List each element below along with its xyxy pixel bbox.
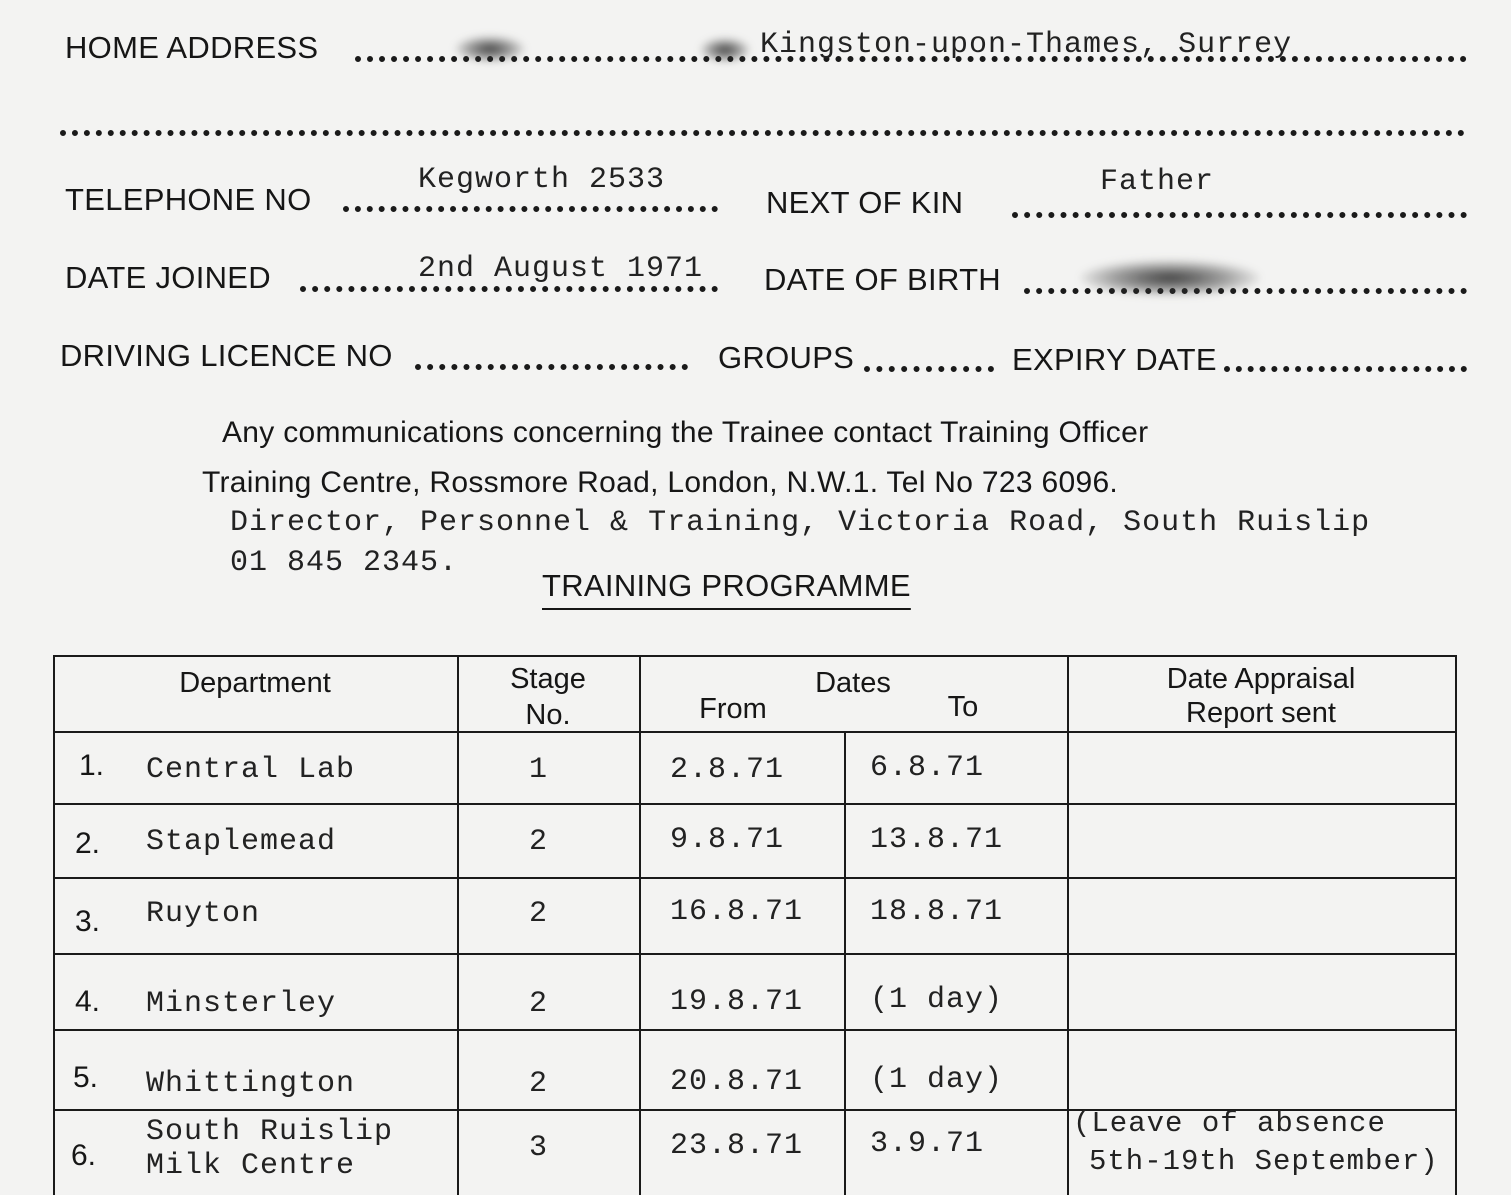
row-date-from: 9.8.71 bbox=[670, 823, 785, 857]
table-row-divider bbox=[53, 1029, 1457, 1031]
groups-label: GROUPS bbox=[718, 340, 855, 375]
row-date-to: 3.9.71 bbox=[870, 1127, 985, 1161]
row-stage: 3 bbox=[529, 1131, 549, 1165]
notice-line-2: Training Centre, Rossmore Road, London, N.W.1. Tel No 723 6096. bbox=[202, 466, 1119, 499]
row-date-from: 2.8.71 bbox=[670, 753, 785, 787]
row-date-from: 19.8.71 bbox=[670, 985, 804, 1019]
next-of-kin-label: NEXT OF KIN bbox=[766, 185, 964, 220]
driving-licence-dotted-line bbox=[415, 364, 688, 370]
header-dates: Dates bbox=[815, 667, 891, 699]
row-stage: 2 bbox=[529, 897, 549, 931]
date-joined-dotted-line bbox=[300, 286, 718, 292]
row-note-line-2: 5th-19th September) bbox=[1089, 1145, 1439, 1178]
telephone-dotted-line bbox=[343, 206, 718, 212]
row-date-to: 6.8.71 bbox=[870, 751, 985, 785]
row-date-from: 16.8.71 bbox=[670, 895, 804, 929]
row-number: 2. bbox=[75, 827, 101, 860]
table-column-divider bbox=[844, 731, 846, 1195]
table-border-top bbox=[53, 655, 1457, 657]
header-from: From bbox=[699, 693, 767, 725]
row-date-from: 23.8.71 bbox=[670, 1129, 804, 1163]
row-date-from: 20.8.71 bbox=[670, 1065, 804, 1099]
next-of-kin-dotted-line bbox=[1012, 212, 1467, 218]
redaction-smudge bbox=[700, 38, 750, 62]
table-column-divider bbox=[639, 655, 641, 1195]
next-of-kin-value: Father bbox=[1100, 165, 1215, 199]
table-row-divider bbox=[53, 953, 1457, 955]
row-number: 1. bbox=[79, 749, 105, 782]
row-department: Ruyton bbox=[146, 897, 261, 931]
row-number: 6. bbox=[71, 1139, 97, 1172]
telephone-value: Kegworth 2533 bbox=[418, 163, 666, 197]
row-stage: 2 bbox=[529, 1067, 549, 1101]
expiry-date-dotted-line bbox=[1224, 366, 1467, 372]
date-joined-value: 2nd August 1971 bbox=[418, 252, 704, 286]
row-stage: 2 bbox=[529, 987, 549, 1021]
row-stage: 2 bbox=[529, 825, 549, 859]
row-date-to: 18.8.71 bbox=[870, 895, 1004, 929]
header-appraisal: Date Appraisal bbox=[1166, 663, 1356, 695]
row-number: 3. bbox=[75, 905, 101, 938]
notice-line-4: 01 845 2345. bbox=[230, 546, 459, 580]
address-continuation-dotted-line bbox=[60, 130, 1465, 136]
home-address-value: Kingston-upon-Thames, Surrey bbox=[760, 28, 1293, 62]
header-stage-no: No. bbox=[525, 699, 571, 731]
row-date-to: (1 day) bbox=[870, 983, 1004, 1017]
table-column-divider bbox=[1067, 655, 1069, 1195]
telephone-label: TELEPHONE NO bbox=[65, 182, 312, 217]
redaction-smudge bbox=[1080, 260, 1260, 296]
notice-line-1: Any communications concerning the Trainee contact Training Officer bbox=[222, 416, 1149, 449]
row-date-to: 13.8.71 bbox=[870, 823, 1004, 857]
table-row-divider bbox=[53, 803, 1457, 805]
training-programme-title: TRAINING PROGRAMME bbox=[542, 568, 911, 603]
table-row-divider bbox=[53, 877, 1457, 879]
row-department: Staplemead bbox=[146, 825, 337, 859]
row-department-line-1: South Ruislip bbox=[146, 1115, 394, 1149]
row-department: Whittington bbox=[146, 1067, 356, 1101]
table-border-left bbox=[53, 655, 55, 1195]
header-stage: Stage bbox=[510, 663, 586, 695]
row-department: Minsterley bbox=[146, 987, 337, 1021]
row-number: 4. bbox=[75, 985, 101, 1018]
table-border-right bbox=[1455, 655, 1457, 1195]
training-programme-table bbox=[53, 655, 1457, 1195]
expiry-date-label: EXPIRY DATE bbox=[1012, 342, 1217, 377]
table-header-divider bbox=[53, 731, 1457, 733]
groups-dotted-line bbox=[864, 366, 994, 372]
header-report-sent: Report sent bbox=[1186, 697, 1336, 729]
date-of-birth-dotted-line bbox=[1024, 288, 1467, 294]
header-department: Department bbox=[179, 667, 331, 699]
notice-line-3: Director, Personnel & Training, Victoria Road, South Ruislip bbox=[230, 506, 1371, 540]
row-note-line-1: (Leave of absence bbox=[1073, 1107, 1386, 1140]
header-to: To bbox=[947, 691, 979, 723]
row-stage: 1 bbox=[529, 753, 549, 787]
row-number: 5. bbox=[73, 1061, 99, 1094]
driving-licence-label: DRIVING LICENCE NO bbox=[60, 338, 393, 373]
date-joined-label: DATE JOINED bbox=[65, 260, 271, 295]
row-department: Central Lab bbox=[146, 753, 356, 787]
date-of-birth-label: DATE OF BIRTH bbox=[764, 262, 1001, 297]
redaction-smudge bbox=[455, 36, 525, 62]
row-department-line-2: Milk Centre bbox=[146, 1149, 356, 1183]
home-address-label: HOME ADDRESS bbox=[65, 30, 319, 65]
row-date-to: (1 day) bbox=[870, 1063, 1004, 1097]
table-column-divider bbox=[457, 655, 459, 1195]
